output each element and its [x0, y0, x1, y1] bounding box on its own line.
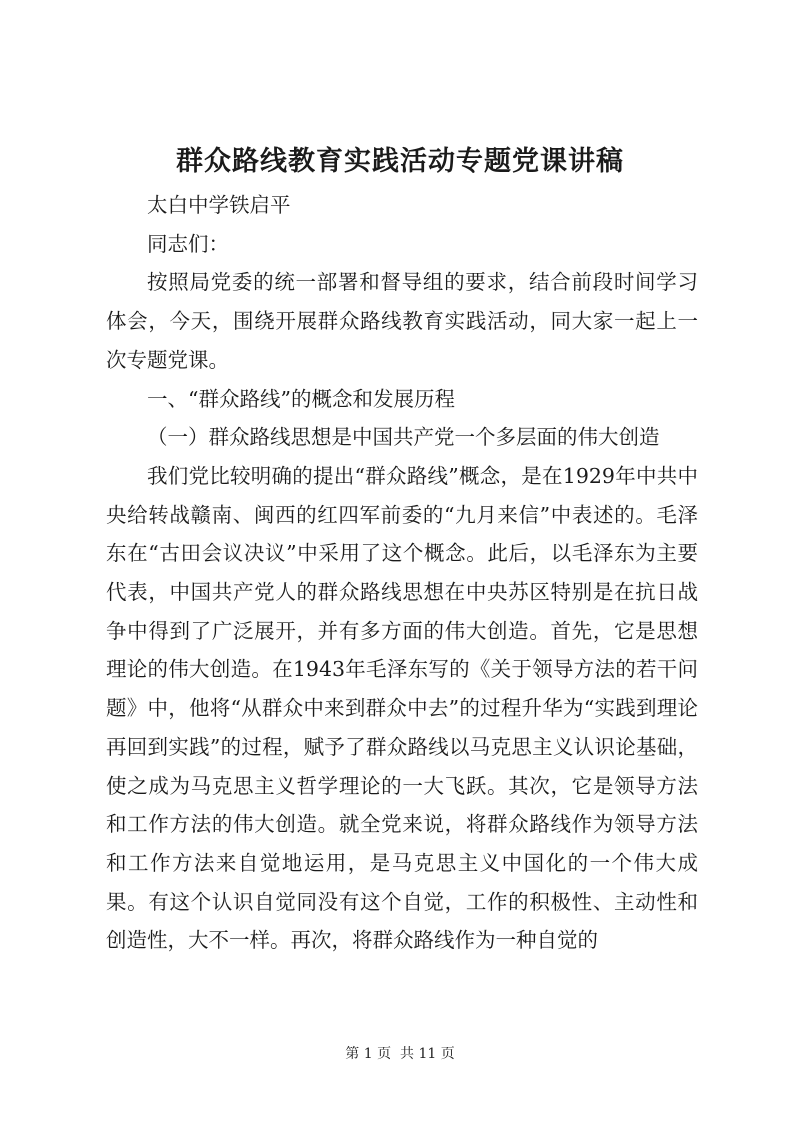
document-title: 群众路线教育实践活动专题党课讲稿: [176, 146, 624, 177]
intro-paragraph: 按照局党委的统一部署和督导组的要求，结合前段时间学习体会，今天，围绕开展群众路线教育实践活动，同大家一起上一次专题党课。: [106, 270, 698, 372]
page-footer: [0, 1044, 800, 1064]
body-paragraph: 我们党比较明确的提出“群众路线”概念，是在1929年中共中央给转战赣南、闽西的红四军前委的“九月来信”中表述的。毛泽东在“古田会议决议”中采用了这个概念。此后，以毛泽东为主要代表，中国共产党人的群众路线思想在中央苏区特别是在抗日战争中得到了广泛展开，并有多方面的伟大创造。首先，它是思想理论的伟大创造。在1943年毛泽东写的《关于领导方法的若干问题》中，他将“从群众中来到群众中去”的过程升华为“实践到理论再回到实践”的过程，赋予了群众路线以马克思主义认识论基础，使之成为马克思主义哲学理论的一大飞跃。其次，它是领导方法和工作方法的伟大创造。就全党来说，将群众路线作为领导方法和工作方法来自觉地运用，是马克思主义中国化的一个伟大成果。有这个认识自觉同没有这个自觉，工作的积极性、主动性和创造性，大不一样。再次，将群众路线作为一种自觉的: [106, 463, 698, 953]
salutation: 同志们：: [147, 231, 229, 256]
author-line: 太白中学铁启平: [147, 193, 291, 217]
page-number: 第 1 页 共 11 页: [345, 1046, 455, 1062]
subsection-heading: （一）群众路线思想是中国共产党一个多层面的伟大创造: [147, 425, 660, 450]
document-body: [106, 186, 698, 960]
section-heading: 一、“群众路线”的概念和发展历程: [147, 386, 455, 411]
